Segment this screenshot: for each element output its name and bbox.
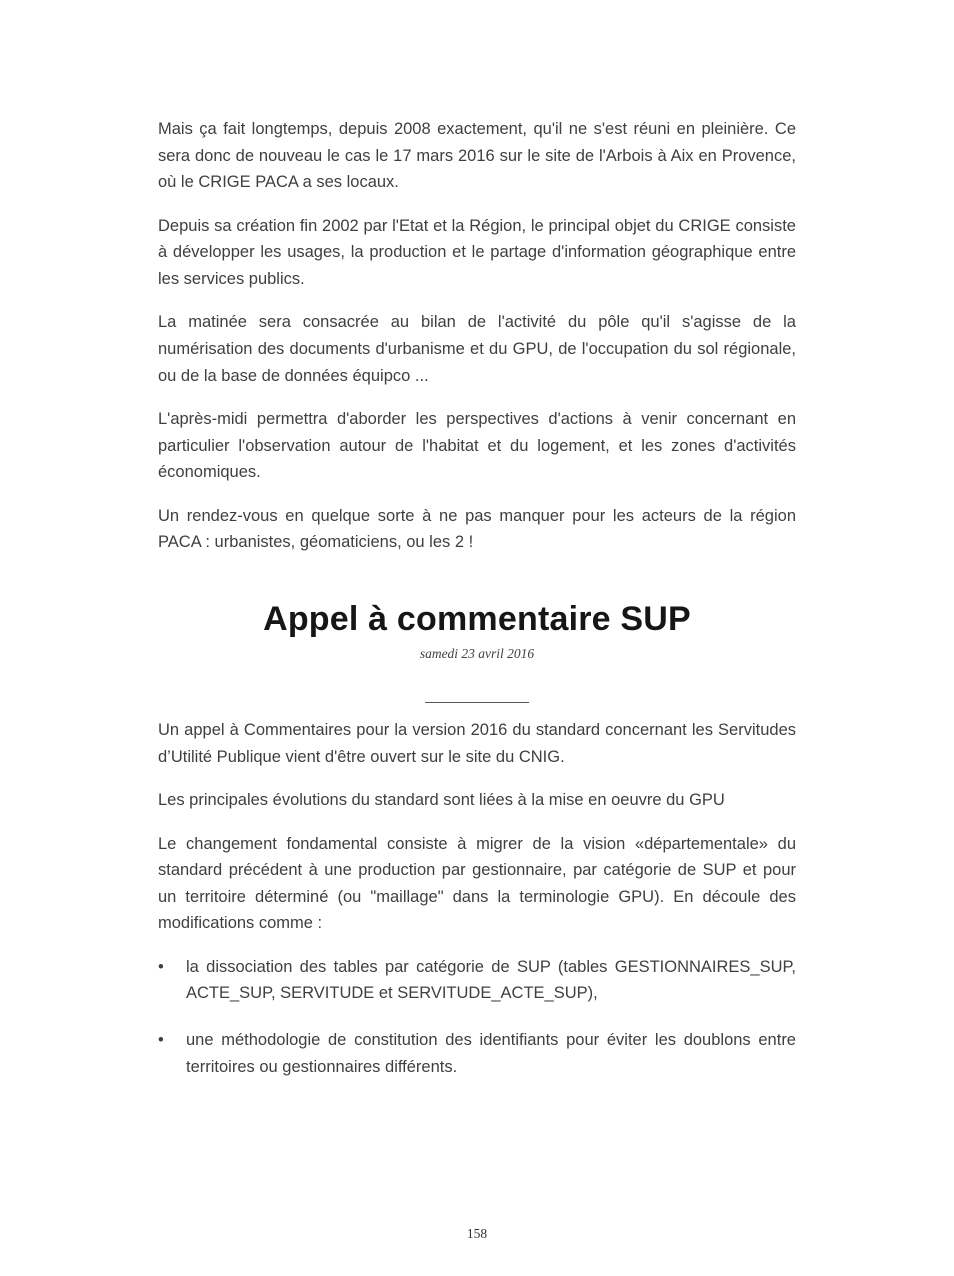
article-title: Appel à commentaire SUP xyxy=(263,599,691,638)
bullet-text: une méthodologie de constitution des identifiants pour éviter les doublons entre territoires ou gestionnaires différents. xyxy=(186,1031,796,1076)
page-number: 158 xyxy=(466,1226,488,1241)
bullet-list xyxy=(158,954,796,1080)
bullet-text: la dissociation des tables par catégorie de SUP (tables GESTIONNAIRES_SUP, ACTE_SUP, SERVITUDE et SERVITUDE_ACTE_SUP), xyxy=(186,957,796,1003)
paragraph: Un rendez-vous en quelque sorte à ne pas manquer pour les acteurs de la région PACA : urbanistes, géomaticiens, ou les 2 ! xyxy=(158,506,796,552)
paragraph: Le changement fondamental consiste à migrer de la vision «départementale» du standard précédent à une production par gestionnaire, par catégorie de SUP et pour un territoire déterminé (ou "maillage" dans la terminologie GPU). En découle des modifications comme : xyxy=(158,834,796,933)
paragraph: Mais ça fait longtemps, depuis 2008 exactement, qu'il ne s'est réuni en pleinière. Ce sera donc de nouveau le cas le 17 mars 2016 sur le site de l'Arbois à Aix en Provence, où le CRIGE PACA a ses locaux. xyxy=(158,120,796,192)
paragraph: Depuis sa création fin 2002 par l'Etat et la Région, le principal objet du CRIGE consiste à développer les usages, la production et le partage d'information géographique entre les services publics. xyxy=(158,216,796,288)
article-date: samedi 23 avril 2016 xyxy=(419,645,535,661)
list-item xyxy=(158,1027,796,1080)
list-item xyxy=(158,954,796,1007)
bullet-icon: • xyxy=(158,957,164,976)
bullet-icon: • xyxy=(158,1031,164,1050)
paragraph: La matinée sera consacrée au bilan de l'activité du pôle qu'il s'agisse de la numérisation des documents d'urbanisme et du GPU, de l'occupation du sol régionale, ou de la base de données équipco ... xyxy=(158,313,796,385)
section-divider xyxy=(425,702,529,703)
paragraph: Les principales évolutions du standard sont liées à la mise en oeuvre du GPU xyxy=(158,791,725,810)
paragraph: Un appel à Commentaires pour la version 2016 du standard concernant les Servitudes d’Utilité Publique vient d'être ouvert sur le site du CNIG. xyxy=(158,720,796,766)
paragraph: L'après-midi permettra d'aborder les perspectives d'actions à venir concernant en particulier l'observation autour de l'habitat et du logement, et les zones d'activités économiques. xyxy=(158,410,796,482)
